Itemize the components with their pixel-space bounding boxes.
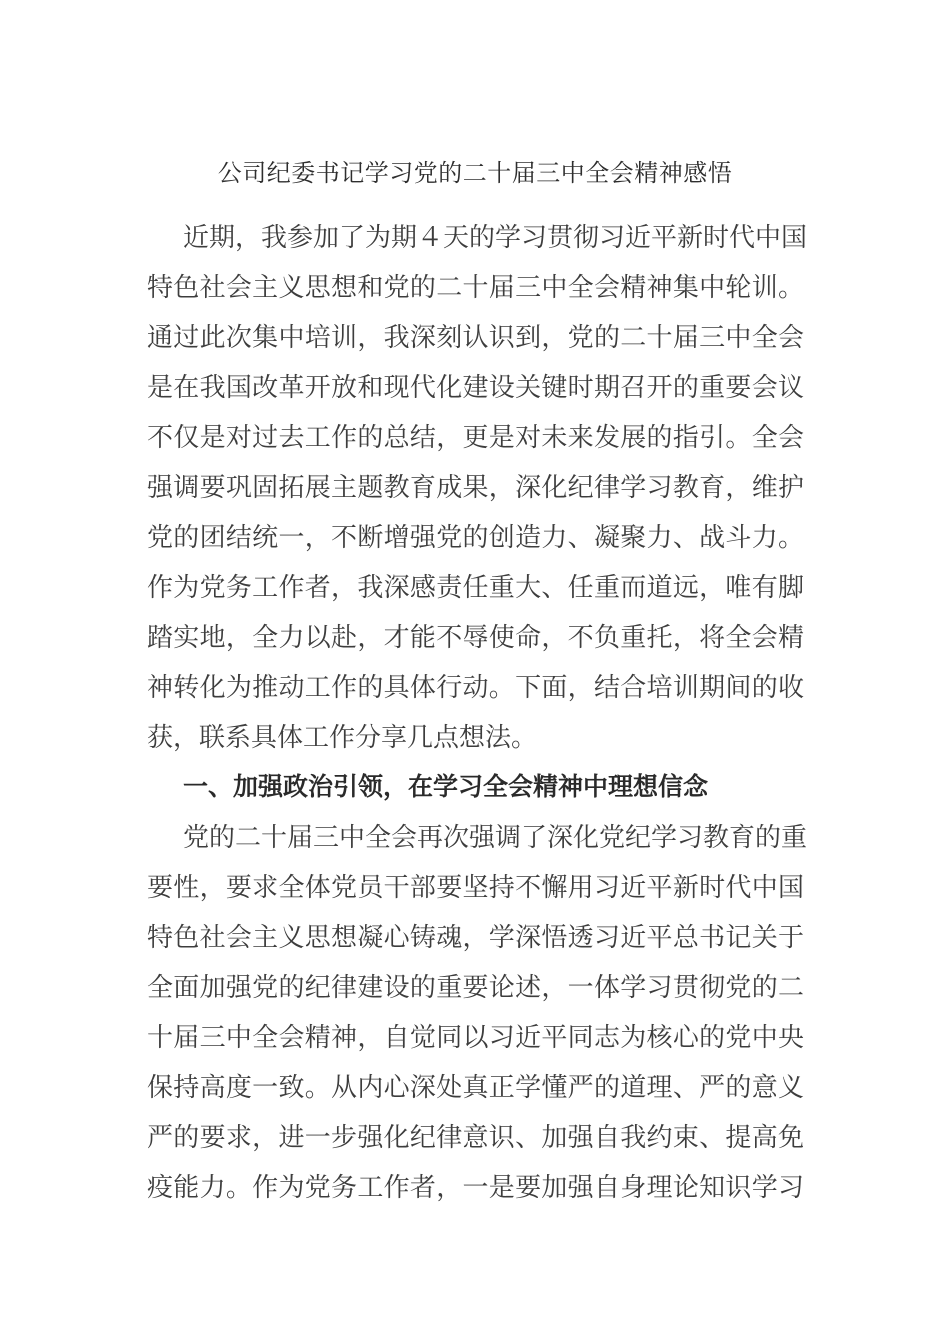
paragraph-2-line: 全面加强党的纪律建设的重要论述，一体学习贯彻党的二 [147, 973, 804, 1003]
paragraph-1-line: 近期，我参加了为期４天的学习贯彻习近平新时代中国 [183, 223, 808, 253]
paragraph-2-line: 特色社会主义思想凝心铸魂，学深悟透习近平总书记关于 [147, 923, 804, 953]
paragraph-1-line: 神转化为推动工作的具体行动。下面，结合培训期间的收 [147, 673, 804, 703]
paragraph-1-line: 通过此次集中培训，我深刻认识到，党的二十届三中全会 [147, 323, 804, 353]
paragraph-2-line: 要性，要求全体党员干部要坚持不懈用习近平新时代中国 [147, 873, 804, 903]
paragraph-1-line: 党的团结统一，不断增强党的创造力、凝聚力、战斗力。 [147, 523, 804, 553]
paragraph-1-line: 获，联系具体工作分享几点想法。 [147, 723, 538, 753]
paragraph-1-line: 踏实地，全力以赴，才能不辱使命，不负重托，将全会精 [147, 623, 804, 653]
paragraph-2-line: 疫能力。作为党务工作者，一是要加强自身理论知识学习 [147, 1173, 804, 1203]
paragraph-1-line: 强调要巩固拓展主题教育成果，深化纪律学习教育，维护 [147, 473, 804, 503]
paragraph-1-line: 特色社会主义思想和党的二十届三中全会精神集中轮训。 [147, 273, 804, 303]
document-title: 公司纪委书记学习党的二十届三中全会精神感悟 [217, 159, 733, 187]
paragraph-2-line: 保持高度一致。从内心深处真正学懂严的道理、严的意义 [147, 1073, 804, 1103]
paragraph-1-line: 是在我国改革开放和现代化建设关键时期召开的重要会议 [147, 373, 804, 403]
paragraph-1-line: 作为党务工作者，我深感责任重大、任重而道远，唯有脚 [147, 573, 804, 603]
paragraph-1-line: 不仅是对过去工作的总结，更是对未来发展的指引。全会 [147, 423, 804, 453]
section-heading: 一、加强政治引领，在学习全会精神中理想信念 [183, 772, 709, 801]
paragraph-2-line: 严的要求，进一步强化纪律意识、加强自我约束、提高免 [147, 1123, 804, 1153]
paragraph-2-line: 党的二十届三中全会再次强调了深化党纪学习教育的重 [183, 823, 808, 853]
paragraph-2-line: 十届三中全会精神，自觉同以习近平同志为核心的党中央 [147, 1023, 804, 1053]
